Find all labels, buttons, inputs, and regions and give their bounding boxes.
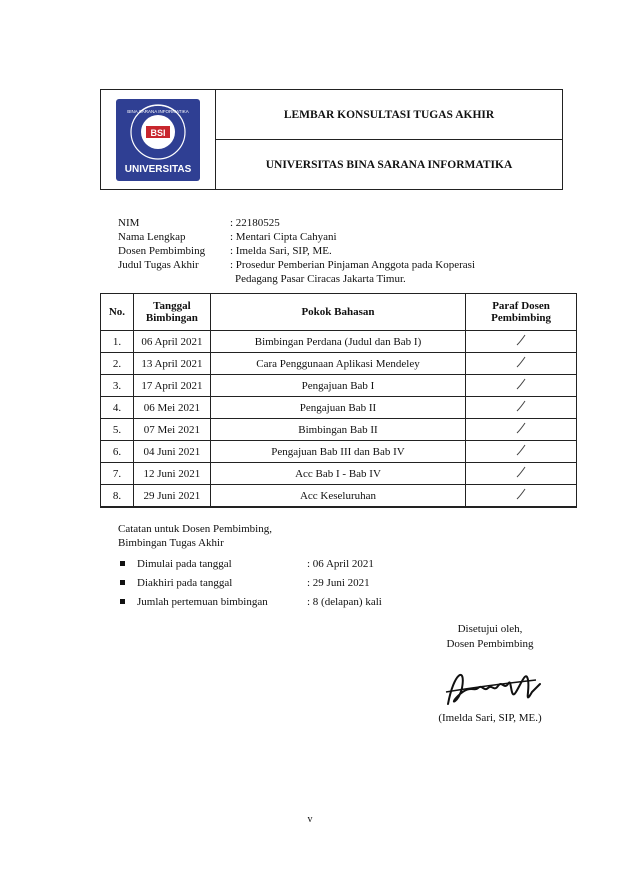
advisor-value: : Imelda Sari, SIP, ME. xyxy=(230,245,332,257)
header-box xyxy=(100,89,563,190)
row-topic: Acc Bab I - Bab IV xyxy=(210,463,465,485)
header-topic: Pokok Bahasan xyxy=(210,294,465,331)
table-row xyxy=(101,353,577,375)
row-date: 07 Mei 2021 xyxy=(133,419,210,441)
university-logo xyxy=(116,99,200,181)
table-row xyxy=(101,463,577,485)
notes-item-label: Jumlah pertemuan bimbingan xyxy=(137,595,268,608)
list-item xyxy=(118,592,382,611)
notes-item-value: : 29 Juni 2021 xyxy=(307,576,370,589)
logo-label: UNIVERSITAS xyxy=(124,163,192,175)
row-topic: Bimbingan Bab II xyxy=(210,419,465,441)
row-signature xyxy=(466,463,577,485)
row-date: 06 April 2021 xyxy=(133,331,210,353)
paraf-mark-icon xyxy=(515,334,527,346)
thesis-value-line2: Pedagang Pasar Ciracas Jakarta Timur. xyxy=(235,273,406,285)
header-signature-line1: Paraf Dosen xyxy=(492,300,550,312)
header-signature-line2: Pembimbing xyxy=(491,312,552,324)
header-date-line1: Tanggal xyxy=(153,300,191,312)
notes-item-label: Diakhiri pada tanggal xyxy=(137,576,233,589)
row-signature xyxy=(466,331,577,353)
document-title: LEMBAR KONSULTASI TUGAS AKHIR xyxy=(283,108,495,121)
row-number: 7. xyxy=(101,463,134,485)
info-row-name xyxy=(118,230,525,244)
info-row-advisor xyxy=(118,244,525,258)
row-date: 06 Mei 2021 xyxy=(133,397,210,419)
paraf-mark-icon xyxy=(515,378,527,390)
nim-label: NIM xyxy=(118,217,140,229)
signature-icon xyxy=(440,662,550,712)
notes-line2: Bimbingan Tugas Akhir xyxy=(118,537,224,549)
bullet-icon xyxy=(120,599,125,604)
notes-item-label: Dimulai pada tanggal xyxy=(137,557,232,570)
row-date: 12 Juni 2021 xyxy=(133,463,210,485)
row-number: 6. xyxy=(101,441,134,463)
table-row xyxy=(101,485,577,508)
student-info xyxy=(118,216,525,286)
svg-text:BSI: BSI xyxy=(150,127,166,138)
signer-name: (Imelda Sari, SIP, ME.) xyxy=(438,712,542,724)
row-signature xyxy=(466,375,577,397)
thesis-label: Judul Tugas Akhir xyxy=(118,259,199,271)
row-date: 17 April 2021 xyxy=(133,375,210,397)
paraf-mark-icon xyxy=(515,466,527,478)
row-date: 29 Juni 2021 xyxy=(133,485,210,508)
info-row-thesis-cont xyxy=(118,272,525,286)
header-date-line2: Bimbingan xyxy=(145,312,198,324)
row-number: 5. xyxy=(101,419,134,441)
table-header-row xyxy=(101,294,577,331)
paraf-mark-icon xyxy=(515,422,527,434)
logo-cell xyxy=(101,90,216,189)
row-topic: Pengajuan Bab II xyxy=(210,397,465,419)
row-signature xyxy=(466,353,577,375)
thesis-value-line1: : Prosedur Pemberian Pinjaman Anggota pada Koperasi xyxy=(230,259,476,271)
paraf-mark-icon xyxy=(515,356,527,368)
header-no: No. xyxy=(101,294,134,331)
university-name: UNIVERSITAS BINA SARANA INFORMATIKA xyxy=(216,139,562,189)
name-label: Nama Lengkap xyxy=(118,231,186,243)
row-signature xyxy=(466,419,577,441)
row-signature xyxy=(466,441,577,463)
row-number: 1. xyxy=(101,331,134,353)
row-number: 8. xyxy=(101,485,134,508)
nim-value: : 22180525 xyxy=(230,217,280,229)
row-date: 04 Juni 2021 xyxy=(133,441,210,463)
name-value: : Mentari Cipta Cahyani xyxy=(230,231,337,243)
row-number: 3. xyxy=(101,375,134,397)
svg-text:BINA SARANA INFORMATIKA: BINA SARANA INFORMATIKA xyxy=(127,108,189,114)
row-topic: Acc Keseluruhan xyxy=(210,485,465,508)
paraf-mark-icon xyxy=(515,488,527,500)
table-row xyxy=(101,375,577,397)
table-row xyxy=(101,397,577,419)
paraf-mark-icon xyxy=(515,400,527,412)
row-signature xyxy=(466,397,577,419)
info-row-nim xyxy=(118,216,525,230)
row-date: 13 April 2021 xyxy=(133,353,210,375)
approval-line1: Disetujui oleh, xyxy=(457,623,523,635)
row-topic: Pengajuan Bab I xyxy=(210,375,465,397)
advisor-label: Dosen Pembimbing xyxy=(118,245,206,257)
list-item xyxy=(118,554,382,573)
notes-item-value: : 06 April 2021 xyxy=(307,557,374,570)
bullet-icon xyxy=(120,561,125,566)
row-topic: Pengajuan Bab III dan Bab IV xyxy=(210,441,465,463)
info-row-thesis xyxy=(118,258,525,272)
bullet-icon xyxy=(120,580,125,585)
header-signature xyxy=(466,294,577,331)
table-body xyxy=(101,331,577,508)
approval-line2: Dosen Pembimbing xyxy=(446,638,534,650)
notes-line1: Catatan untuk Dosen Pembimbing, xyxy=(118,523,272,535)
approval-block xyxy=(400,622,580,652)
page-number: v xyxy=(307,814,313,825)
header-date xyxy=(133,294,210,331)
table-row xyxy=(101,419,577,441)
table-row xyxy=(101,331,577,353)
row-topic: Bimbingan Perdana (Judul dan Bab I) xyxy=(210,331,465,353)
notes-section xyxy=(118,522,382,611)
notes-list xyxy=(118,554,382,611)
consultation-table xyxy=(100,293,577,508)
table-row xyxy=(101,441,577,463)
row-number: 2. xyxy=(101,353,134,375)
notes-item-value: : 8 (delapan) kali xyxy=(307,595,382,608)
list-item xyxy=(118,573,382,592)
row-topic: Cara Penggunaan Aplikasi Mendeley xyxy=(210,353,465,375)
row-number: 4. xyxy=(101,397,134,419)
paraf-mark-icon xyxy=(515,444,527,456)
row-signature xyxy=(466,485,577,508)
title-cell xyxy=(216,90,562,189)
